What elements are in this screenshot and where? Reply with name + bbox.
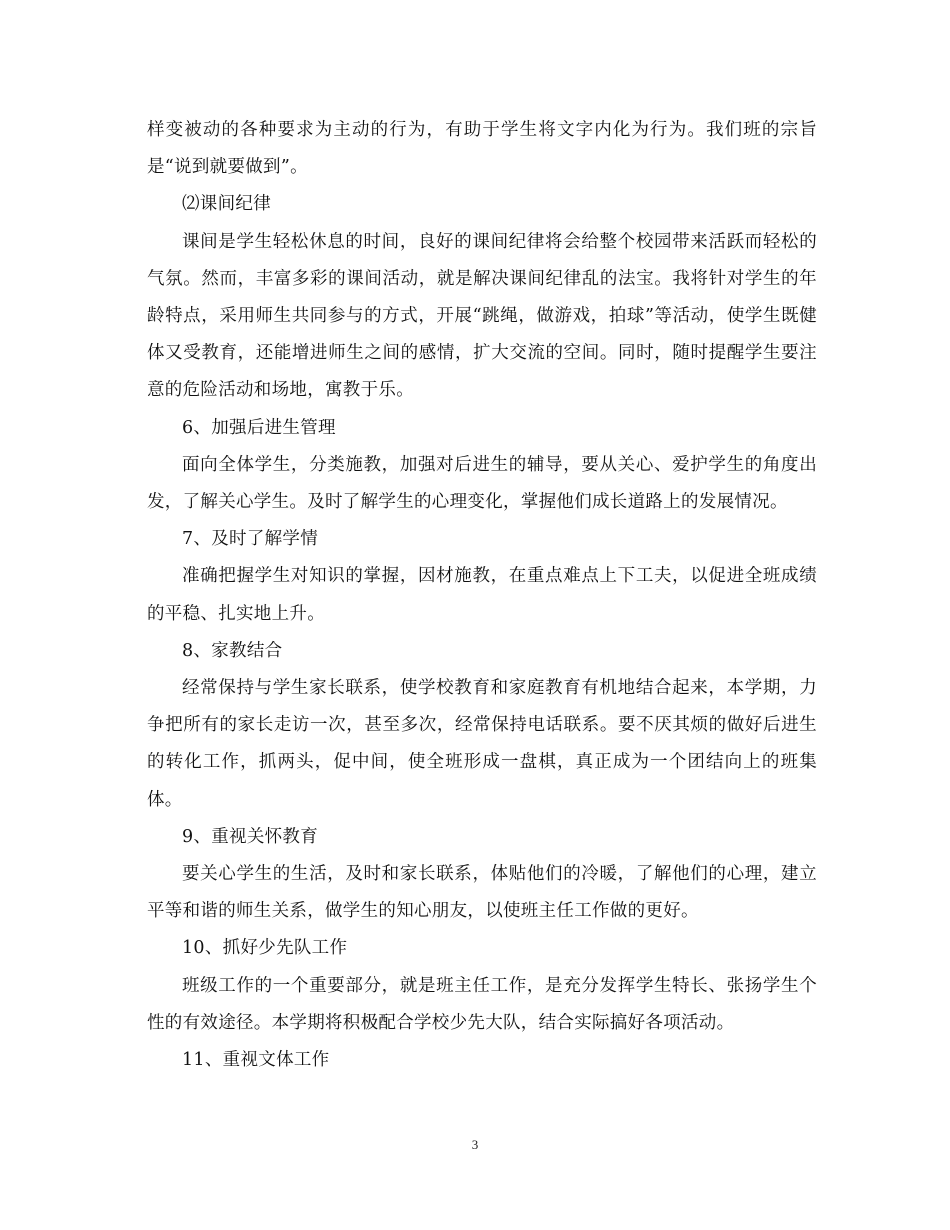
paragraph: 班级工作的一个重要部分，就是班主任工作，是充分发挥学生特长、张扬学生个性的有效途径。本学期将积极配合学校少先大队，结合实际搞好各项活动。 — [147, 975, 817, 1033]
section-heading-9: 9、重视关怀教育 — [182, 826, 319, 847]
document-body — [147, 112, 817, 1079]
section-heading-10: 10、抓好少先队工作 — [182, 938, 348, 959]
paragraph-continued: 样变被动的各种要求为主动的行为，有助于学生将文字内化为行为。我们班的宗旨是“说到就要做到”。 — [147, 120, 817, 178]
section-heading-7: 7、及时了解学情 — [182, 529, 319, 550]
section-heading-8: 8、家教结合 — [182, 640, 283, 661]
paragraph: 面向全体学生，分类施教，加强对后进生的辅导，要从关心、爱护学生的角度出发，了解关心学生。及时了解学生的心理变化，掌握他们成长道路上的发展情况。 — [147, 454, 817, 513]
section-heading-11: 11、重视文体工作 — [182, 1050, 330, 1071]
paragraph: 经常保持与学生家长联系，使学校教育和家庭教育有机地结合起来，本学期，力争把所有的家长走访一次，甚至多次，经常保持电话联系。要不厌其烦的做好后进生的转化工作，抓两头，促中间，使全班形成一盘棋，真正成为一个团结向上的班集体。 — [147, 678, 817, 810]
paragraph: 要关心学生的生活，及时和家长联系，体贴他们的冷暖，了解他们的心理，建立平等和谐的师生关系，做学生的知心朋友，以使班主任工作做的更好。 — [147, 864, 817, 922]
section-heading-class-break-discipline: ⑵课间纪律 — [182, 194, 271, 215]
section-heading-6: 6、加强后进生管理 — [182, 417, 336, 438]
page-number: 3 — [471, 1137, 479, 1152]
paragraph: 课间是学生轻松休息的时间，良好的课间纪律将会给整个校园带来活跃而轻松的气氛。然而，丰富多彩的课间活动，就是解决课间纪律乱的法宝。我将针对学生的年龄特点，采用师生共同参与的方式，开展“跳绳，做游戏，拍球”等活动，使学生既健体又受教育，还能增进师生之间的感情，扩大交流的空间。同时，随时提醒学生要注意的危险活动和场地，寓教于乐。 — [147, 231, 817, 401]
paragraph: 准确把握学生对知识的掌握，因材施教，在重点难点上下工夫，以促进全班成绩的平稳、扎实地上升。 — [147, 566, 817, 624]
